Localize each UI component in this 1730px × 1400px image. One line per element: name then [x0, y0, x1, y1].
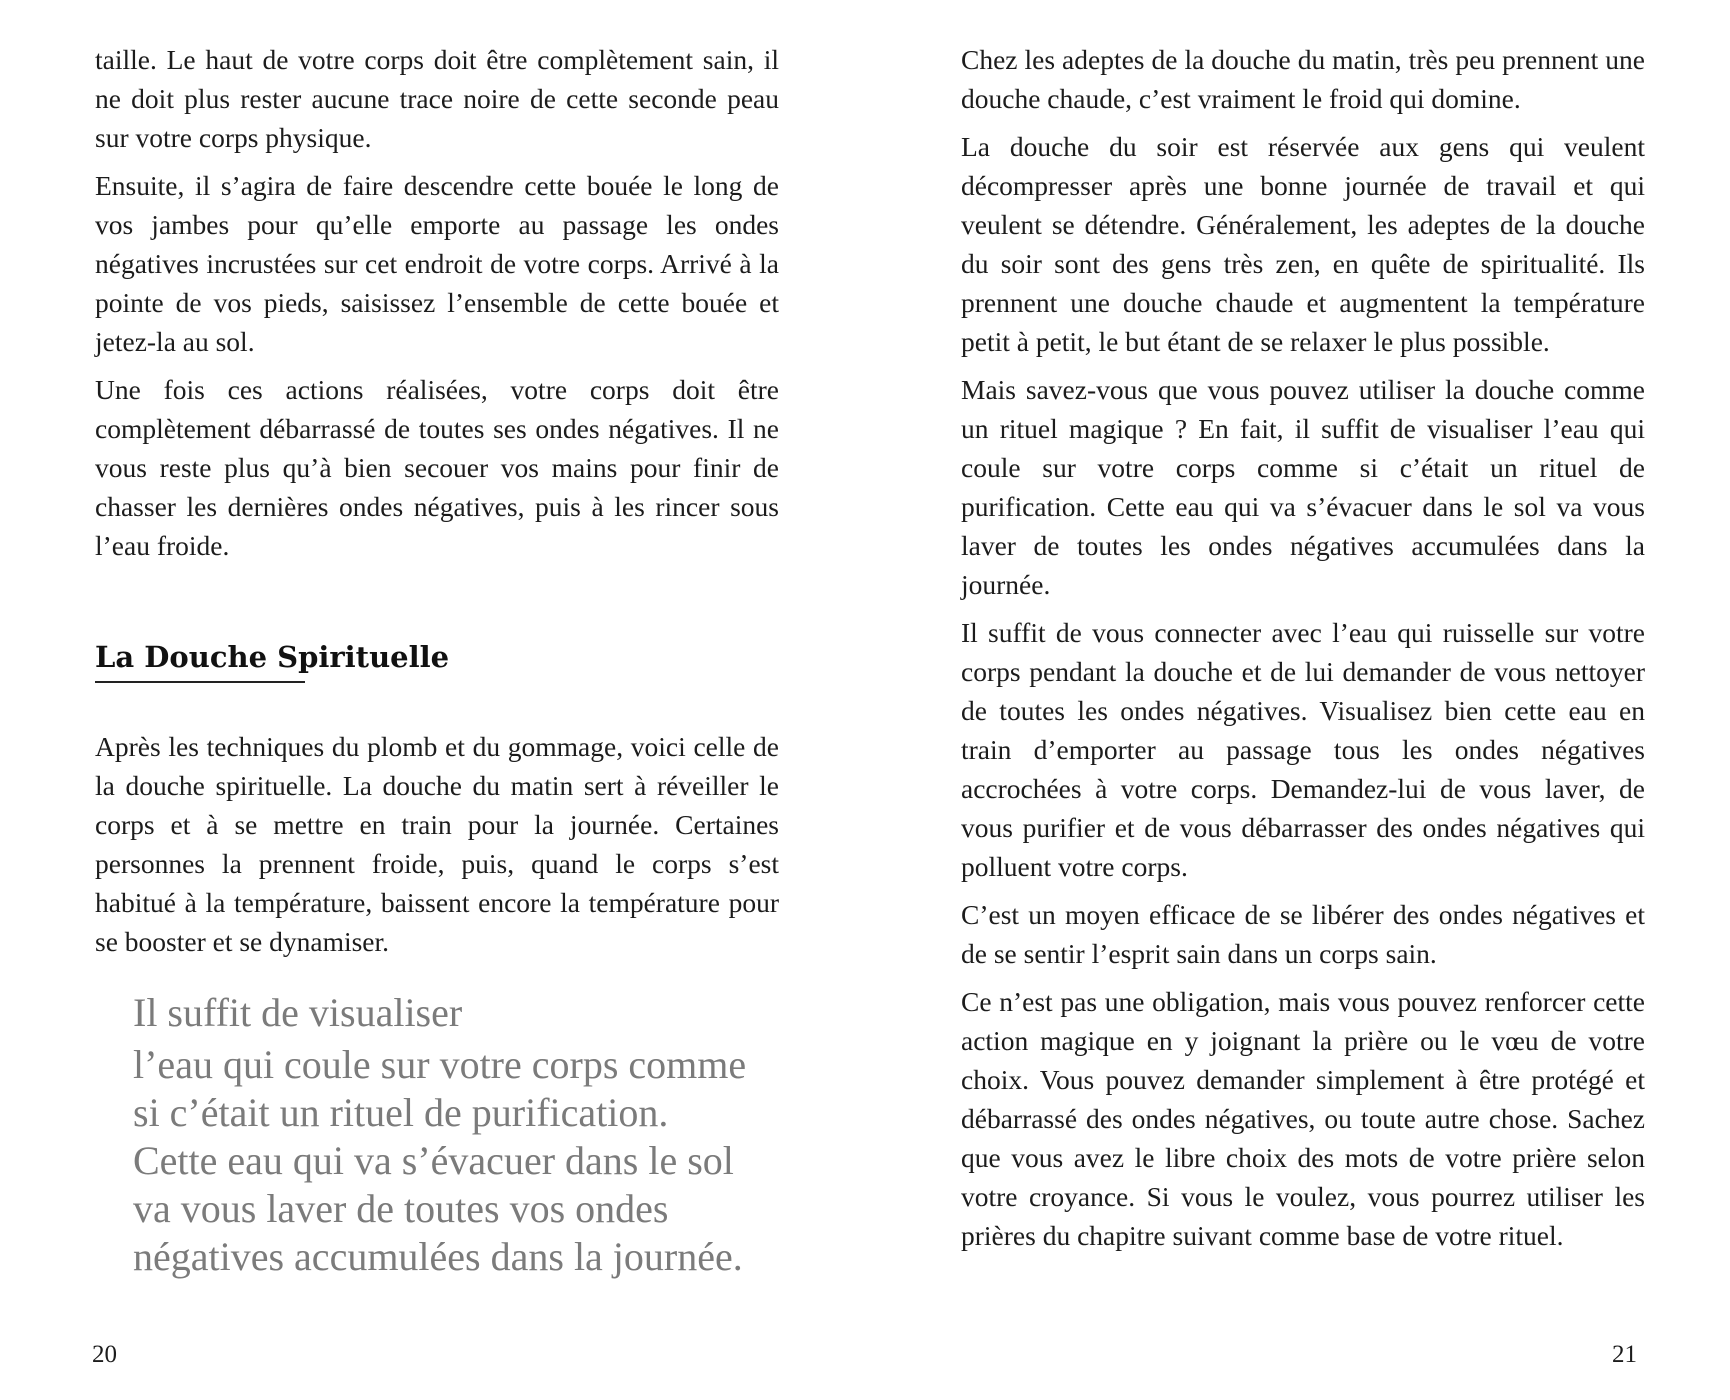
pull-quote-text: l’eau qui coule sur votre corps comme si c’était un rituel de purification. Cette eau qui va s’évacuer dans le sol va vous laver de toutes vos ondes négatives accumulées dans la journée. [133, 1042, 747, 1279]
paragraph: Il suffit de vous connecter avec l’eau qui ruisselle sur votre corps pendant la douche et de lui demander de vous nettoyer de toutes les ondes négatives. Visualisez bien cette eau en train d’emporter au passage tous les ondes négatives accrochées à votre corps. Demandez-lui de vous laver, de vous purifier et de vous débarrasser des ondes négatives qui polluent votre corps. [961, 617, 1645, 882]
paragraph: Ensuite, il s’agira de faire descendre cette bouée le long de vos jambes pour qu’elle emporte au passage les ondes négatives incrustées sur cet endroit de votre corps. Arrivé à la pointe de vos pieds, saisissez l’ensemble de cette bouée et jetez-la au sol. [95, 170, 779, 357]
paragraph: Chez les adeptes de la douche du matin, très peu prennent une douche chaude, c’est vraiment le froid qui domine. [961, 44, 1645, 114]
pull-quote-first-line: Il suffit de visualiser [133, 990, 463, 1035]
left-page [95, 40, 779, 1281]
paragraph: Après les techniques du plomb et du gommage, voici celle de la douche spirituelle. La douche du matin sert à réveiller le corps et à se mettre en train pour la journée. Certaines personnes la prennent froide, puis, quand le corps s’est habitué à la température, baissent encore la température pour se booster et se dynamiser. [95, 731, 779, 957]
right-page [961, 40, 1645, 1264]
pull-quote [133, 989, 753, 1281]
heading-underline [95, 681, 305, 683]
paragraph: Ce n’est pas une obligation, mais vous pouvez renforcer cette action magique en y joignant la prière ou le vœu de votre choix. Vous pouvez demander simplement à être protégé et débarrassé des ondes négatives, ou toute autre chose. Sachez que vous avez le libre choix des mots de votre prière selon votre croyance. Si vous le voulez, vous pourrez utiliser les prières du chapitre suivant comme base de votre rituel. [961, 986, 1645, 1251]
page-number-left: 20 [92, 1341, 117, 1368]
page-number-right: 21 [1612, 1341, 1637, 1368]
paragraph: taille. Le haut de votre corps doit être complètement sain, il ne doit plus rester aucune trace noire de cette seconde peau sur votre corps physique. [95, 44, 779, 153]
paragraph: C’est un moyen efficace de se libérer des ondes négatives et de se sentir l’esprit sain dans un corps sain. [961, 899, 1645, 969]
section-heading: La Douche Spirituelle [95, 640, 450, 674]
paragraph: Mais savez-vous que vous pouvez utiliser la douche comme un rituel magique ? En fait, il suffit de visualiser l’eau qui coule sur votre corps comme si c’était un rituel de purification. Cette eau qui va s’évacuer dans le sol va vous laver de toutes les ondes négatives accumulées dans la journée. [961, 374, 1645, 600]
paragraph: Une fois ces actions réalisées, votre corps doit être complètement débarrassé de toutes ses ondes négatives. Il ne vous reste plus qu’à bien secouer vos mains pour finir de chasser les dernières ondes négatives, puis à les rincer sous l’eau froide. [95, 374, 779, 561]
paragraph: La douche du soir est réservée aux gens qui veulent décompresser après une bonne journée de travail et qui veulent se détendre. Généralement, les adeptes de la douche du soir sont des gens très zen, en quête de spiritualité. Ils prennent une douche chaude et augmentent la température petit à petit, le but étant de se relaxer le plus possible. [961, 131, 1645, 357]
